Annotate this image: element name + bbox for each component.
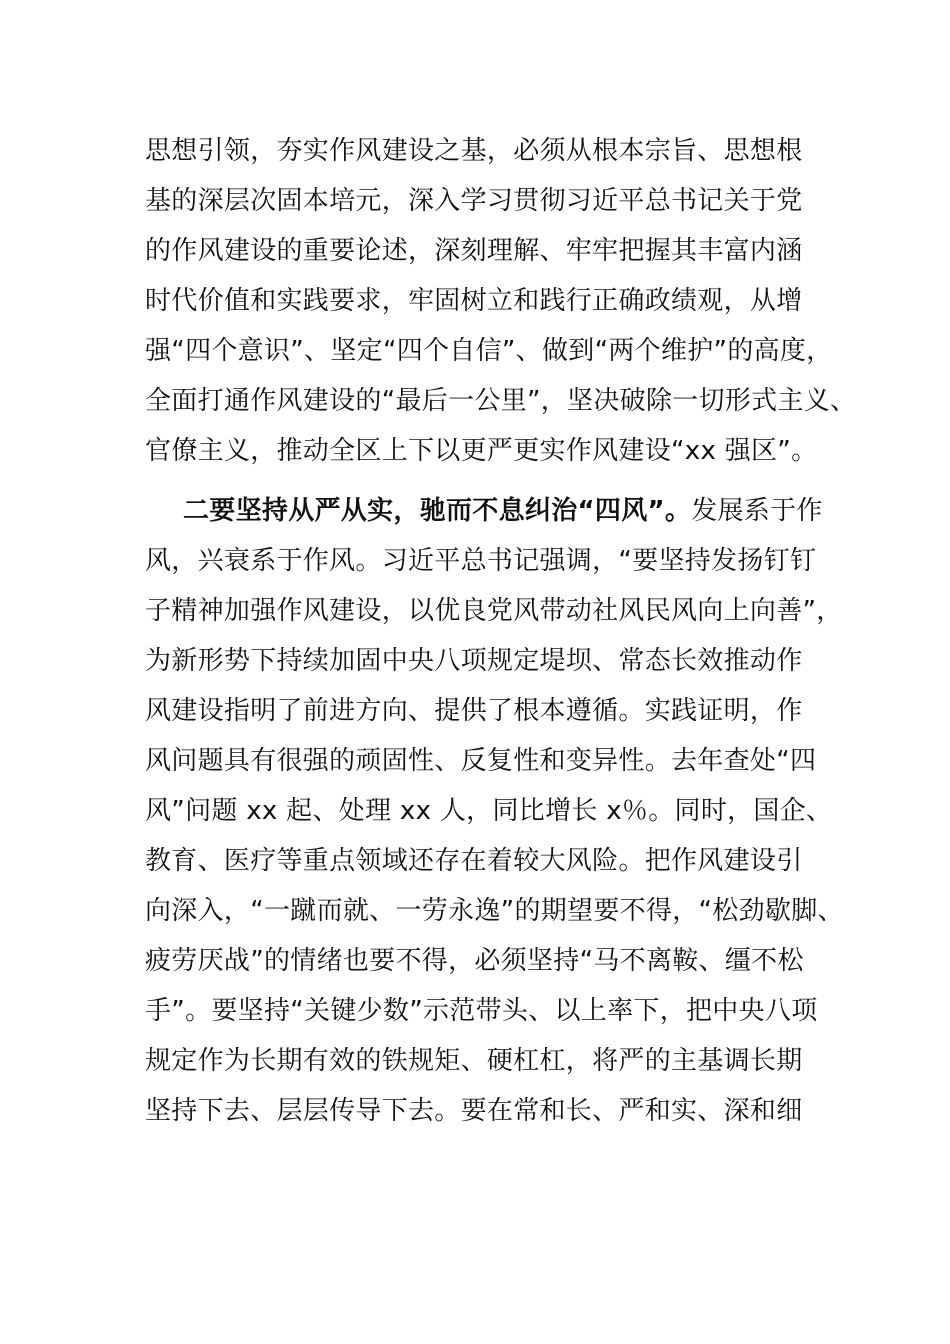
paragraph-line: 时代价值和实践要求，牢固树立和践行正确政绩观，从增: [145, 286, 803, 316]
paragraph-heading-continuation: 发展系于作: [691, 496, 823, 526]
paragraph-line: 风”问题 xx 起、处理 xx 人，同比增长 x％。同时，国企、: [145, 796, 833, 826]
paragraph-line: 为新形势下持续加固中央八项规定堤坝、常态长效推动作: [145, 646, 803, 676]
paragraph-line: 强“四个意识”、坚定“四个自信”、做到“两个维护”的高度，: [145, 336, 833, 366]
paragraph-line: 规定作为长期有效的铁规矩、硬杠杠，将严的主基调长期: [145, 1046, 803, 1076]
paragraph-line: 思想引领，夯实作风建设之基，必须从根本宗旨、思想根: [145, 136, 803, 166]
paragraph-line: 向深入，“一蹴而就、一劳永逸”的期望要不得，“松劲歇脚、: [145, 896, 844, 926]
paragraph-2: [145, 486, 844, 1136]
paragraph-line: 疲劳厌战”的情绪也要不得，必须坚持“马不离鞍、缰不松: [145, 946, 804, 976]
paragraph-line: 风，兴衰系于作风。习近平总书记强调，“要坚持发扬钉钉: [145, 546, 817, 576]
paragraph-line: 子精神加强作风建设，以优良党风带动社风民风向上向善”，: [145, 596, 843, 626]
paragraph-line: 坚持下去、层层传导下去。要在常和长、严和实、深和细: [145, 1096, 803, 1126]
paragraph-first-line: [145, 486, 825, 536]
paragraph-line: 风问题具有很强的顽固性、反复性和变异性。去年查处“四: [145, 746, 817, 776]
paragraph-line: 的作风建设的重要论述，深刻理解、牢牢把握其丰富内涵: [145, 236, 803, 266]
paragraph-1: [145, 126, 857, 476]
paragraph-line: 风建设指明了前进方向、提供了根本遵循。实践证明，作: [145, 696, 803, 726]
paragraph-heading: 二要坚持从严从实，驰而不息纠治“四风”。: [183, 496, 692, 526]
paragraph-line: 基的深层次固本培元，深入学习贯彻习近平总书记关于党: [145, 186, 803, 216]
paragraph-line: 官僚主义，推动全区上下以更严更实作风建设“xx 强区”。: [145, 436, 818, 466]
paragraph-line: 手”。要坚持“关键少数”示范带头、以上率下，把中央八项: [145, 996, 818, 1026]
paragraph-line: 教育、医疗等重点领域还存在着较大风险。把作风建设引: [145, 846, 803, 876]
paragraph-line: 全面打通作风建设的“最后一公里”，坚决破除一切形式主义、: [145, 386, 857, 416]
